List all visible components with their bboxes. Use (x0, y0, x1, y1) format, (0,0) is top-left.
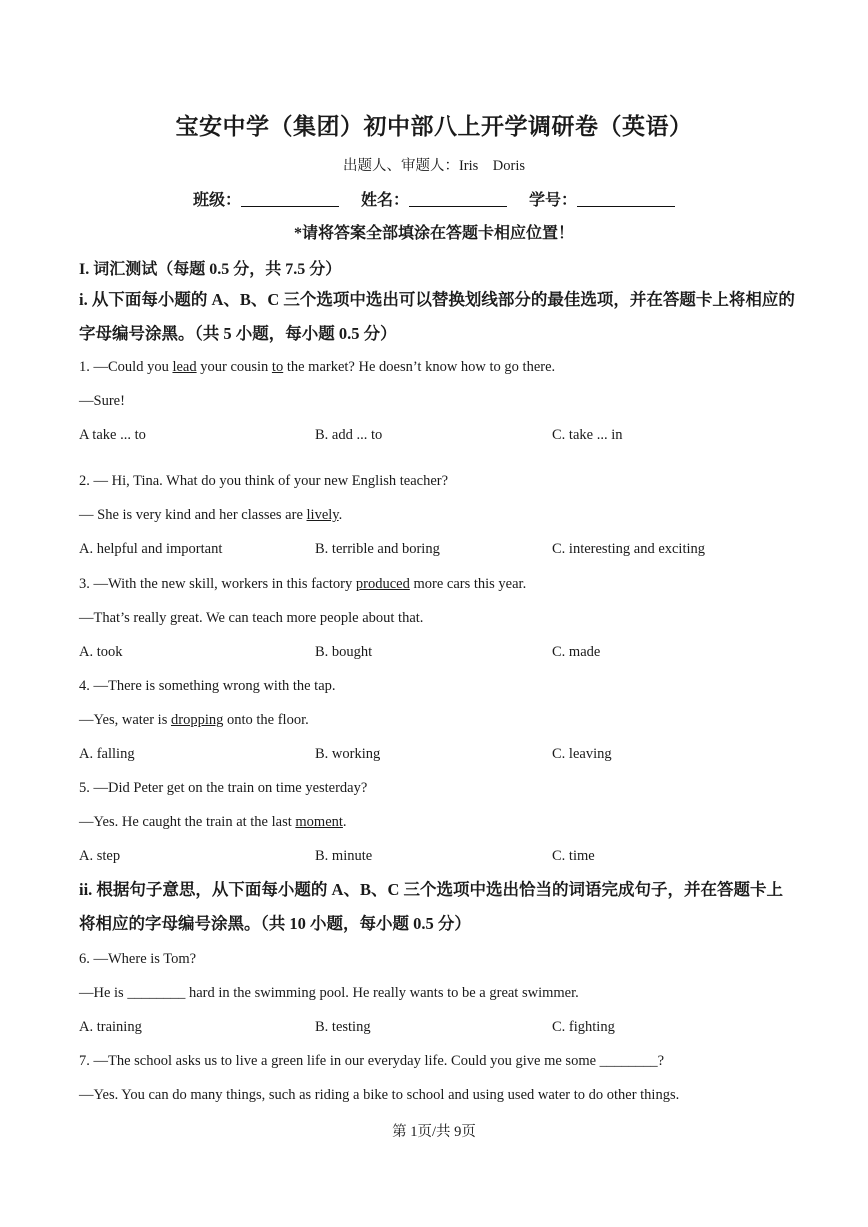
page-indicator: 第 1页/共 9页 (392, 1124, 476, 1140)
question-1-option-a: A take ... to (79, 427, 146, 443)
student-info-line (0, 187, 868, 210)
question-3-line-1: 3. —With the new skill, workers in this factory produced more cars this year. (79, 576, 527, 592)
page-title: 宝安中学（集团）初中部八上开学调研卷（英语） (175, 113, 693, 140)
question-6-line-2: —He is ________ hard in the swimming pool. He really wants to be a great swimmer. (79, 985, 579, 1001)
question-2-option-a: A. helpful and important (79, 541, 223, 557)
question-4-option-a: A. falling (79, 746, 135, 762)
question-3-line-2: —That’s really great. We can teach more people about that. (79, 610, 424, 626)
answer-notice: *请将答案全部填涂在答题卡相应位置！ (293, 225, 574, 242)
question-6-option-b: B. testing (315, 1019, 371, 1035)
question-2-option-c: C. interesting and exciting (552, 541, 706, 557)
question-6-option-a: A. training (79, 1019, 142, 1035)
authors-line: 出题人、审题人：Iris Doris (342, 158, 526, 174)
question-4-line-2: —Yes, water is dropping onto the floor. (79, 712, 309, 728)
question-1-line-1: 1. —Could you lead your cousin to the market? He doesn’t know how to go there. (79, 359, 556, 375)
part-ii-instruction: ii. 根据句子意思，从下面每小题的 A、B、C 三个选项中选出恰当的词语完成句子，并在答题卡上将相应的字母编号涂黑。（共 10 小题，每小题 0.5 分） (79, 880, 784, 933)
question-3-option-b: B. bought (315, 644, 373, 660)
question-2-line-2: — She is very kind and her classes are lively. (79, 507, 343, 523)
id-blank (577, 190, 675, 207)
question-7-line-1: 7. —The school asks us to live a green life in our everyday life. Could you give me some ________? (79, 1053, 665, 1069)
class-blank (241, 190, 339, 207)
question-4-option-b: B. working (315, 746, 381, 762)
question-5-option-c: C. time (552, 848, 595, 864)
question-5-option-a: A. step (79, 848, 121, 864)
question-1-option-c: C. take ... in (552, 427, 623, 443)
question-6-option-c: C. fighting (552, 1019, 615, 1035)
question-1-line-2: —Sure! (79, 393, 125, 409)
part-i-instruction: i. 从下面每小题的 A、B、C 三个选项中选出可以替换划线部分的最佳选项，并在答题卡上将相应的字母编号涂黑。（共 5 小题，每小题 0.5 分） (79, 290, 795, 343)
question-2-option-b: B. terrible and boring (315, 541, 440, 557)
underlined-word: dropping (170, 712, 224, 728)
question-2-line-1: 2. — Hi, Tina. What do you think of your new English teacher? (79, 473, 449, 489)
question-5-line-2: —Yes. He caught the train at the last moment. (79, 814, 347, 830)
question-6-line-1: 6. —Where is Tom? (79, 951, 197, 967)
underlined-word: lively (306, 507, 339, 523)
question-3-option-a: A. took (79, 644, 123, 660)
question-3-option-c: C. made (552, 644, 601, 660)
underlined-word: to (271, 359, 284, 375)
question-1-option-b: B. add ... to (315, 427, 383, 443)
id-label: 学号： (529, 192, 578, 209)
name-label: 姓名： (360, 192, 409, 209)
question-4-line-1: 4. —There is something wrong with the tap. (79, 678, 336, 694)
class-label: 班级： (192, 192, 241, 209)
section-heading: I. 词汇测试（每题 0.5 分，共 7.5 分） (79, 261, 342, 278)
underlined-word: produced (355, 576, 410, 592)
underlined-word: lead (172, 359, 197, 375)
underlined-word: moment (295, 814, 343, 830)
question-5-option-b: B. minute (315, 848, 373, 864)
question-4-option-c: C. leaving (552, 746, 612, 762)
question-5-line-1: 5. —Did Peter get on the train on time yesterday? (79, 780, 368, 796)
question-7-line-2: —Yes. You can do many things, such as riding a bike to school and using used water to do other things. (79, 1087, 680, 1103)
name-blank (409, 190, 507, 207)
